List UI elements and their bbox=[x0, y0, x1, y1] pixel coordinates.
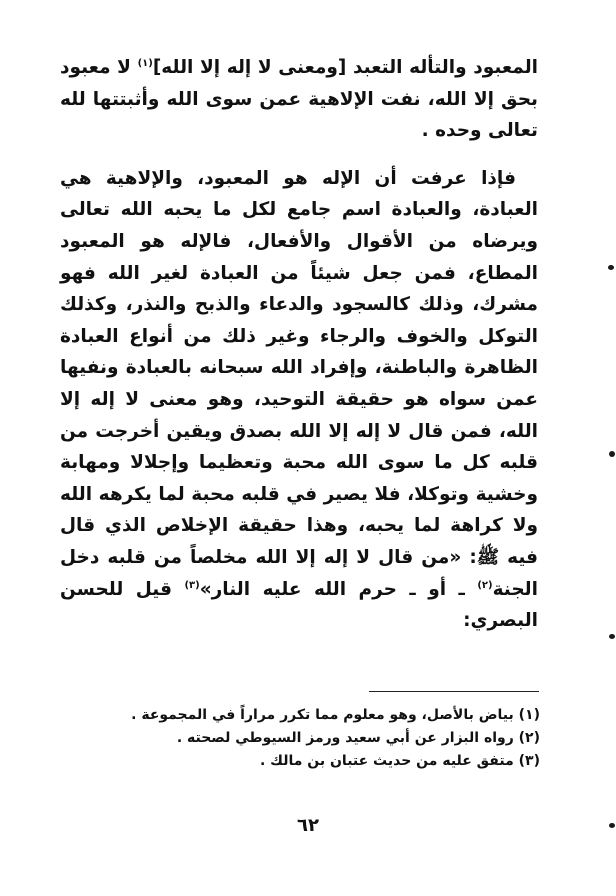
text-run: قيل للحسن البصري: bbox=[60, 578, 538, 632]
scan-mark bbox=[609, 634, 615, 639]
text-run: المعبود والتأله التعبد [ومعنى لا إله إلا الله] bbox=[152, 57, 538, 78]
text-run: لا معبود بحق إلا الله، نفت الإلاهية عمن سوى الله وأثبتتها لله تعالى وحده . bbox=[60, 57, 538, 142]
scan-mark bbox=[608, 265, 614, 270]
footnotes bbox=[60, 704, 540, 773]
page-number: ٦٢ bbox=[297, 815, 319, 836]
text-run: فإذا عرفت أن الإله هو المعبود، والإلاهية هي العبادة، والعبادة اسم جامع لكل ما يحبه الله تعالى ويرضاه من الأقوال والأفعال، فالإله هو المعبود المطاع، فمن جعل شيئاً من العبادة لغير الله فهو مشرك، وذلك كالسجود والدعاء والذبح والنذر، وكذلك التوكل والخوف والرجاء وغير ذلك من أنواع العبادة الظاهرة والباطنة، وإفراد الله سبحانه بالعبادة ونفيها عمن سواه هو حقيقة التوحيد، وهو معنى لا إله إلا الله، فمن قال لا إله إلا الله بصدق ويقين أخرجت من قلبه كل ما سوى الله محبة وتعظيما وإجلالا ومهابة وخشية وتوكلا، فلا يصير في قلبه محبة لما يكرهه الله ولا كراهة لما يحبه، وهذا حقيقة الإخلاص الذي قال فيه ﷺ: «من قال لا إله إلا الله مخلصاً من قلبه دخل الجنة bbox=[60, 167, 538, 600]
main-text bbox=[60, 52, 538, 637]
footnote-3: (٣) متفق عليه من حديث عتبان بن مالك . bbox=[259, 753, 540, 769]
footnote-marker: (١) bbox=[137, 57, 153, 69]
footnote-divider bbox=[369, 691, 539, 692]
footnote-2: (٢) رواه البزار عن أبي سعيد ورمز السيوطي لصحته . bbox=[176, 730, 540, 746]
footnote-marker: (٣) bbox=[184, 579, 200, 591]
scan-mark bbox=[609, 451, 615, 457]
paragraph bbox=[60, 163, 538, 637]
footnote-marker: (٢) bbox=[477, 579, 493, 591]
text-run: ـ أو ـ حرم الله عليه النار» bbox=[199, 578, 478, 600]
footnote-1: (١) بياض بالأصل، وهو معلوم مما تكرر مراراً في المجموعة . bbox=[131, 707, 540, 723]
paragraph bbox=[60, 52, 538, 147]
scan-mark bbox=[609, 823, 615, 828]
page-body bbox=[60, 52, 538, 637]
